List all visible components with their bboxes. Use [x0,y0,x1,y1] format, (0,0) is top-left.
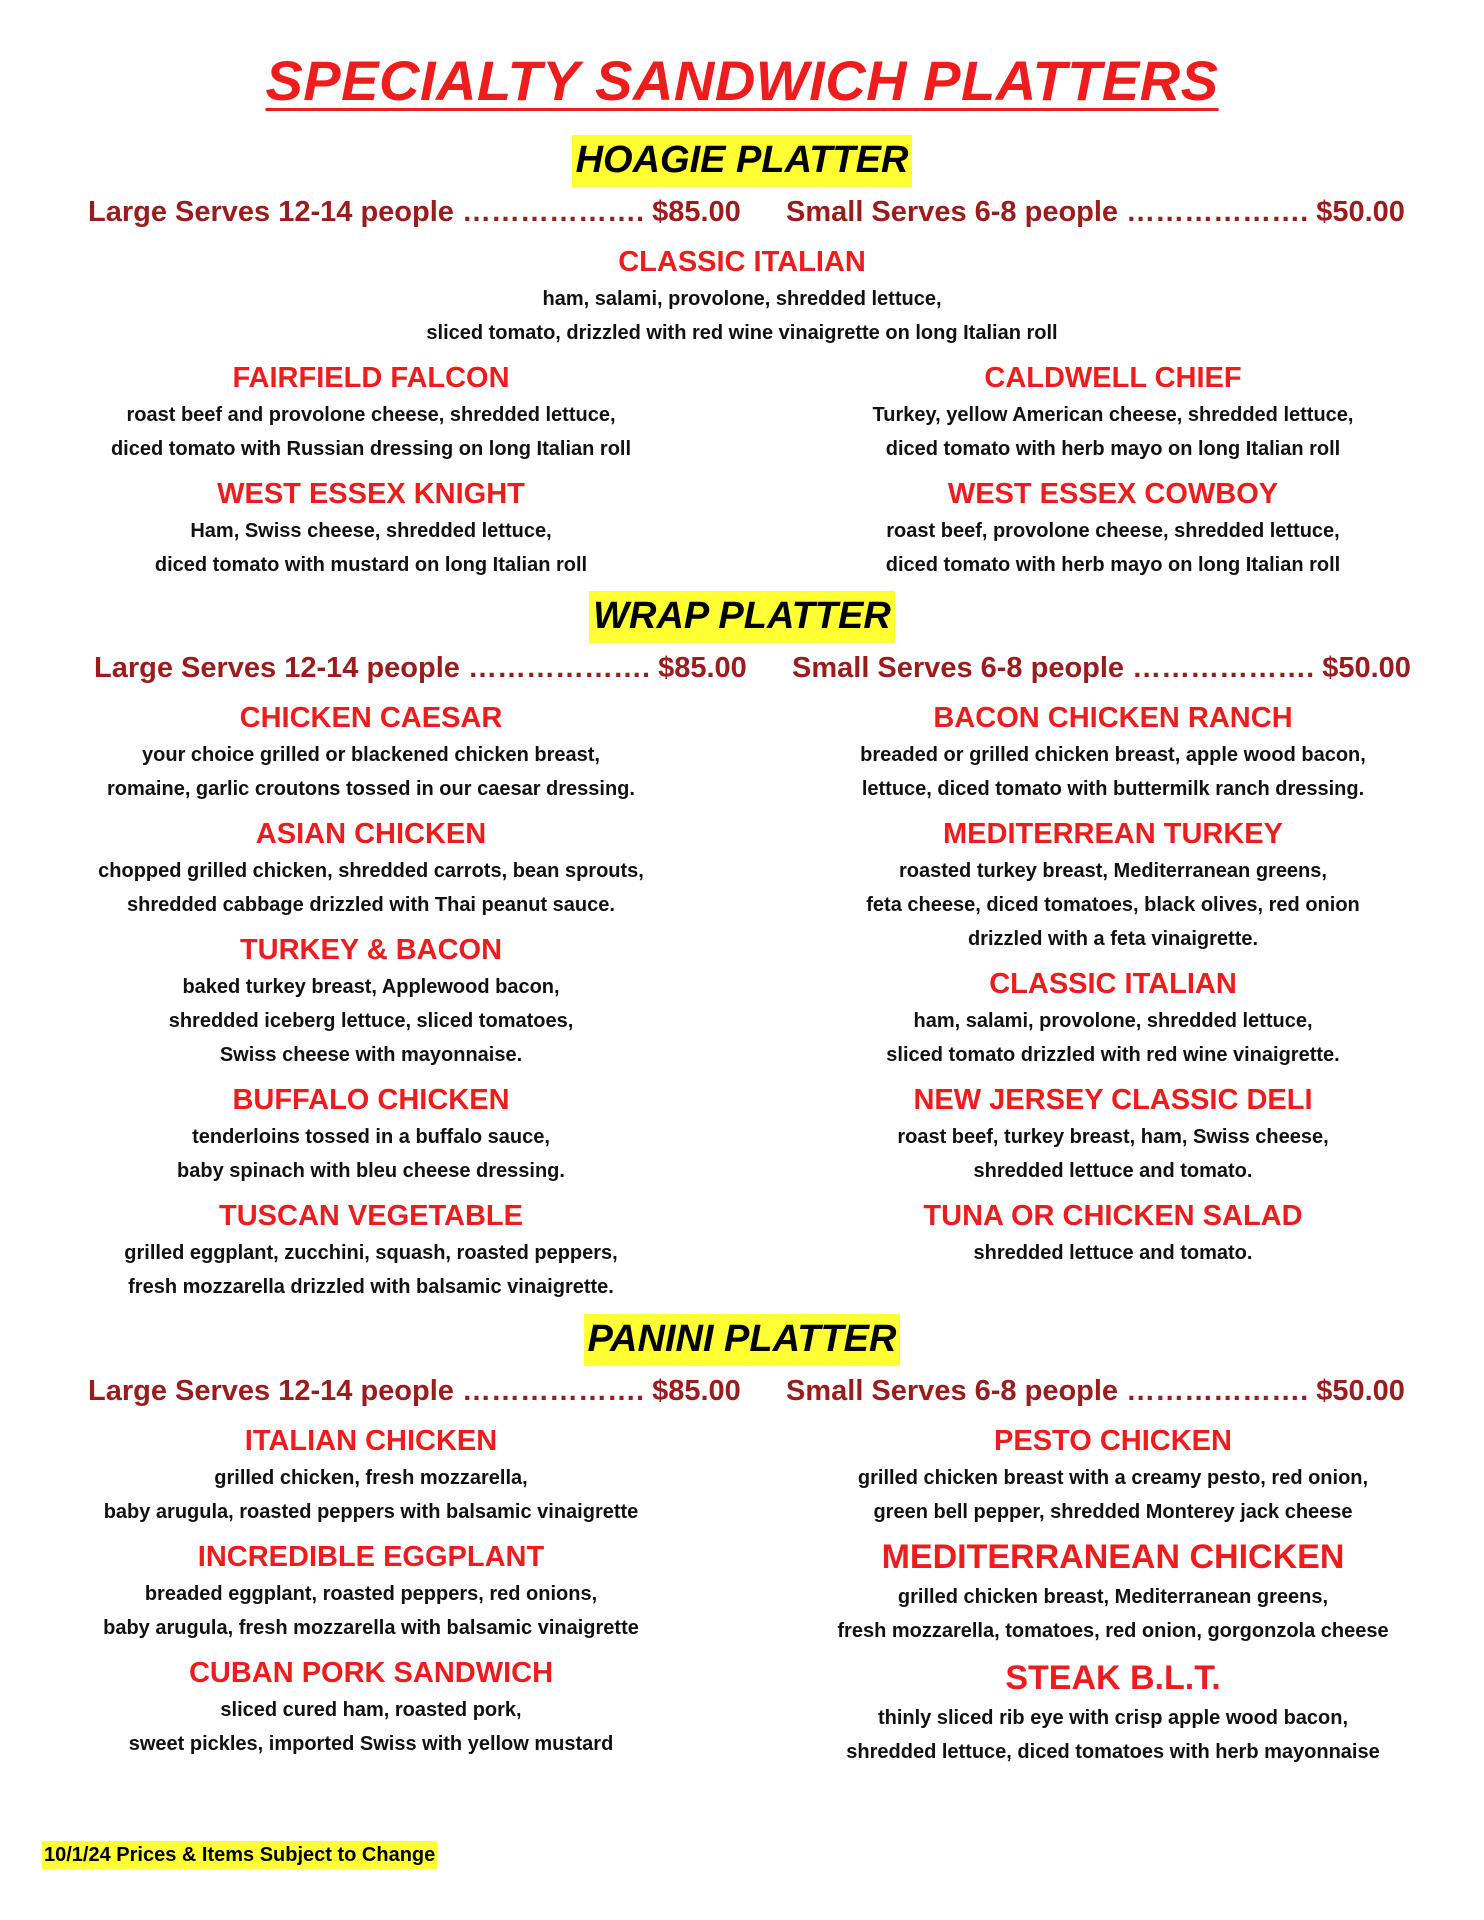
item-name: CUBAN PORK SANDWICH [188,1657,554,1689]
wrap-heading-label: WRAP PLATTER [589,591,895,643]
panini-item-incredible-eggplant [0,1537,742,1645]
panini-small-price: Small Serves 6-8 people ………………. $50.00 [786,1375,1405,1407]
wrap-heading [0,591,1484,643]
hoagie-item-west-essex-cowboy [742,474,1484,582]
item-desc: roast beef and provolone cheese, shredded lettuce, [126,404,616,426]
page-title: SPECIALTY SANDWICH PLATTERS [265,49,1219,112]
item-desc: shredded lettuce, diced tomatoes with herb mayonnaise [846,1741,1380,1763]
item-desc: Ham, Swiss cheese, shredded lettuce, [190,520,552,542]
item-name: ASIAN CHICKEN [255,818,487,850]
item-desc: Turkey, yellow American cheese, shredded lettuce, [872,404,1354,426]
item-desc: ham, salami, provolone, shredded lettuce, [913,1010,1313,1032]
item-desc: chopped grilled chicken, shredded carrots, bean sprouts, [98,860,644,882]
hoagie-item-caldwell-chief [742,358,1484,466]
item-name: STEAK B.L.T. [1005,1659,1221,1697]
item-desc: sliced tomato, drizzled with red wine vinaigrette on long Italian roll [426,322,1058,344]
item-desc: roasted turkey breast, Mediterranean greens, [899,860,1327,882]
item-desc: sliced cured ham, roasted pork, [220,1699,522,1721]
item-name: MEDITERREAN TURKEY [943,818,1283,850]
wrap-item-asian-chicken [0,814,742,922]
item-name: TURKEY & BACON [239,934,503,966]
item-desc: grilled chicken breast with a creamy pesto, red onion, [857,1467,1369,1489]
item-desc: diced tomato with Russian dressing on long Italian roll [110,438,632,460]
item-desc: feta cheese, diced tomatoes, black olives, red onion [866,894,1360,916]
item-desc: fresh mozzarella drizzled with balsamic vinaigrette. [128,1276,614,1298]
wrap-item-mediterrean-turkey [742,814,1484,956]
hoagie-heading-label: HOAGIE PLATTER [572,135,913,187]
item-desc: baby spinach with bleu cheese dressing. [177,1160,565,1182]
item-name: NEW JERSEY CLASSIC DELI [913,1084,1313,1116]
item-name: WEST ESSEX KNIGHT [217,478,525,510]
item-name: FAIRFIELD FALCON [232,362,510,394]
wrap-item-turkey-bacon [0,930,742,1072]
panini-item-italian-chicken [0,1421,742,1529]
wrap-item-tuscan-vegetable [0,1196,742,1304]
item-name: BUFFALO CHICKEN [232,1084,510,1116]
item-name: CLASSIC ITALIAN [989,968,1237,1000]
wrap-item-chicken-caesar [0,698,742,806]
wrap-item-new-jersey-classic-deli [742,1080,1484,1188]
item-name: ITALIAN CHICKEN [244,1425,498,1457]
hoagie-item-west-essex-knight [0,474,742,582]
item-name: CHICKEN CAESAR [239,702,503,734]
wrap-item-tuna-chicken-salad [742,1196,1484,1270]
panini-large-price: Large Serves 12-14 people ………………. $85.00 [88,1375,741,1407]
item-desc: green bell pepper, shredded Monterey jack cheese [873,1501,1353,1523]
item-desc: sliced tomato drizzled with red wine vinaigrette. [886,1044,1340,1066]
wrap-large-price: Large Serves 12-14 people ………………. $85.00 [94,652,747,684]
item-desc: tenderloins tossed in a buffalo sauce, [192,1126,550,1148]
item-desc: grilled chicken breast, Mediterranean greens, [897,1586,1329,1608]
item-name: TUSCAN VEGETABLE [219,1200,523,1232]
item-desc: roast beef, provolone cheese, shredded lettuce, [886,520,1340,542]
item-desc: roast beef, turkey breast, ham, Swiss cheese, [897,1126,1329,1148]
item-desc: drizzled with a feta vinaigrette. [967,928,1259,950]
item-desc: shredded lettuce and tomato. [973,1160,1253,1182]
item-name: WEST ESSEX COWBOY [947,478,1279,510]
item-name: CLASSIC ITALIAN [618,246,866,278]
item-desc: ham, salami, provolone, shredded lettuce, [542,288,942,310]
item-desc: baby arugula, fresh mozzarella with balsamic vinaigrette [103,1617,639,1639]
hoagie-small-price: Small Serves 6-8 people ………………. $50.00 [786,196,1405,228]
footer-note-label: 10/1/24 Prices & Items Subject to Change [42,1841,437,1869]
hoagie-heading [0,135,1484,187]
panini-item-cuban-pork-sandwich [0,1653,742,1761]
wrap-item-buffalo-chicken [0,1080,742,1188]
hoagie-item-classic-italian [0,242,1484,350]
panini-heading-label: PANINI PLATTER [584,1314,901,1366]
item-desc: Swiss cheese with mayonnaise. [219,1044,523,1066]
wrap-item-bacon-chicken-ranch [742,698,1484,806]
item-name: MEDITERRANEAN CHICKEN [881,1538,1345,1576]
hoagie-large-price: Large Serves 12-14 people ………………. $85.00 [88,196,741,228]
item-desc: baby arugula, roasted peppers with balsamic vinaigrette [103,1501,639,1523]
item-desc: grilled eggplant, zucchini, squash, roasted peppers, [124,1242,618,1264]
item-desc: diced tomato with mustard on long Italian roll [154,554,588,576]
item-desc: breaded or grilled chicken breast, apple wood bacon, [860,744,1366,766]
item-desc: breaded eggplant, roasted peppers, red onions, [144,1583,598,1605]
item-name: INCREDIBLE EGGPLANT [197,1541,545,1573]
item-desc: romaine, garlic croutons tossed in our caesar dressing. [107,778,635,800]
panini-item-mediterranean-chicken [742,1534,1484,1648]
item-name: PESTO CHICKEN [994,1425,1232,1457]
item-desc: shredded lettuce and tomato. [973,1242,1253,1264]
item-desc: diced tomato with herb mayo on long Italian roll [885,554,1341,576]
hoagie-item-fairfield-falcon [0,358,742,466]
item-name: BACON CHICKEN RANCH [933,702,1293,734]
wrap-small-price: Small Serves 6-8 people ………………. $50.00 [792,652,1411,684]
item-desc: thinly sliced rib eye with crisp apple wood bacon, [877,1707,1349,1729]
footer-note [42,1844,437,1867]
item-name: TUNA OR CHICKEN SALAD [923,1200,1303,1232]
item-desc: sweet pickles, imported Swiss with yellow mustard [128,1733,614,1755]
item-desc: diced tomato with herb mayo on long Italian roll [885,438,1341,460]
item-desc: shredded iceberg lettuce, sliced tomatoes, [168,1010,574,1032]
item-desc: baked turkey breast, Applewood bacon, [182,976,560,998]
panini-item-steak-blt [742,1655,1484,1769]
panini-item-pesto-chicken [742,1421,1484,1529]
item-desc: grilled chicken, fresh mozzarella, [214,1467,528,1489]
item-desc: shredded cabbage drizzled with Thai peanut sauce. [127,894,615,916]
item-name: CALDWELL CHIEF [984,362,1242,394]
panini-heading [0,1314,1484,1366]
item-desc: lettuce, diced tomato with buttermilk ranch dressing. [861,778,1365,800]
item-desc: fresh mozzarella, tomatoes, red onion, gorgonzola cheese [837,1620,1389,1642]
item-desc: your choice grilled or blackened chicken breast, [142,744,600,766]
wrap-item-classic-italian [742,964,1484,1072]
